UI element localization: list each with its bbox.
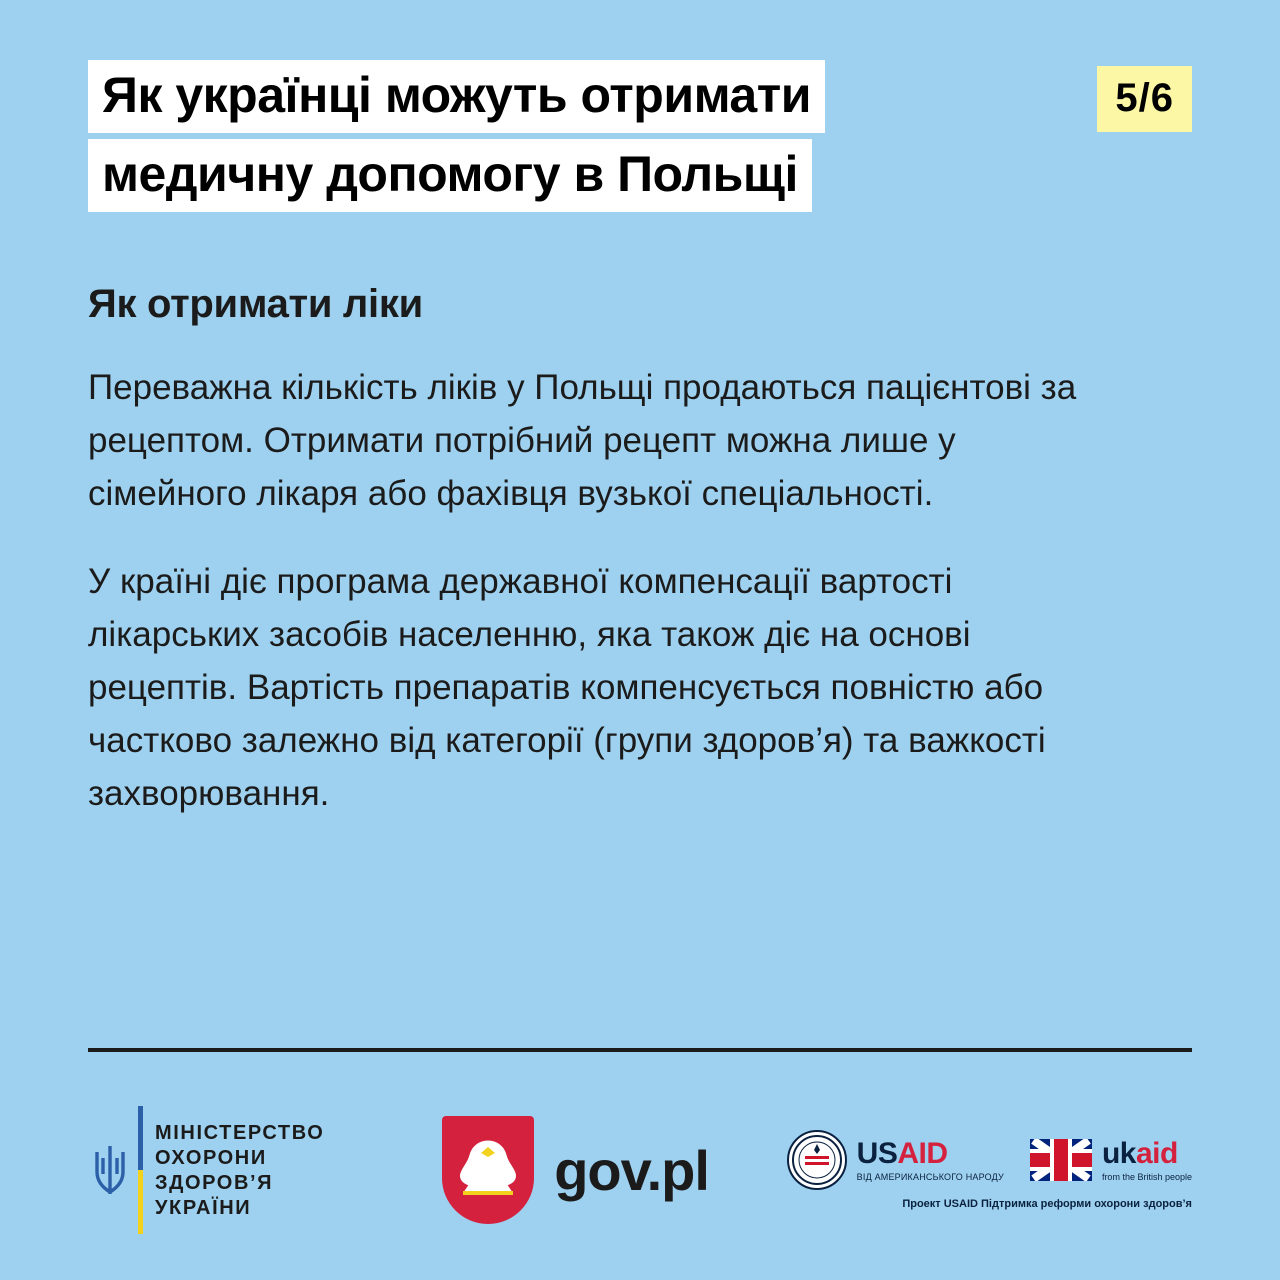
usaid-logo — [787, 1130, 1004, 1190]
footer-divider — [88, 1048, 1192, 1052]
union-jack-icon — [1030, 1139, 1092, 1181]
ukaid-word: ukaid — [1101, 1136, 1178, 1170]
govpl-logo — [442, 1116, 709, 1224]
ministry-of-health-logo — [88, 1106, 324, 1234]
usaid-seal-icon — [787, 1130, 847, 1190]
govpl-wordmark: gov.pl — [554, 1138, 709, 1202]
usaid-wordmark — [856, 1136, 1004, 1182]
ukaid-wordmark — [1101, 1136, 1192, 1182]
paragraph-1: Переважна кількість ліків у Польщі продаються пацієнтові за рецептом. Отримати потрібний рецепт можна лише у сімейного лікаря або фахівця вузької спеціальності. — [88, 368, 1077, 514]
paragraph-2: У країні діє програма державної компенсації вартості лікарських засобів населенню, яка також діє на основі рецептів. Вартість препаратів компенсується повністю або частково залежно від категорії (групи здоров’я) та важкості захворювання. — [88, 561, 1046, 814]
ministry-line-1: МІНІСТЕРСТВО — [155, 1121, 325, 1144]
project-caption: Проект USAID Підтримка реформи охорони здоров’я — [902, 1198, 1192, 1210]
page-title-line-2: медичну допомогу в Польщі — [88, 139, 812, 212]
main-content — [88, 282, 1192, 821]
ukaid-subtitle: from the British people — [1101, 1171, 1192, 1182]
footer — [88, 1085, 1192, 1255]
usaid-word: USAID — [856, 1136, 948, 1170]
page-counter-badge: 5/6 — [1097, 66, 1192, 132]
donor-logos-row — [787, 1130, 1192, 1190]
page-title — [88, 60, 988, 218]
polish-eagle-icon — [442, 1116, 534, 1224]
usaid-subtitle: ВІД АМЕРИКАНСЬКОГО НАРОДУ — [856, 1171, 1004, 1182]
ministry-color-bar — [138, 1106, 143, 1234]
ministry-line-3: ЗДОРОВ’Я — [155, 1171, 274, 1194]
header — [88, 60, 1192, 218]
ministry-line-4: УКРАЇНИ — [155, 1196, 252, 1219]
ministry-wordmark — [155, 1106, 324, 1234]
ukaid-logo — [1030, 1136, 1192, 1182]
ministry-line-2: ОХОРОНИ — [155, 1146, 267, 1169]
section-subtitle: Як отримати ліки — [88, 282, 423, 326]
page-title-line-1: Як українці можуть отримати — [88, 60, 825, 133]
ukraine-trident-icon — [88, 1106, 132, 1234]
donor-logos — [787, 1130, 1192, 1210]
